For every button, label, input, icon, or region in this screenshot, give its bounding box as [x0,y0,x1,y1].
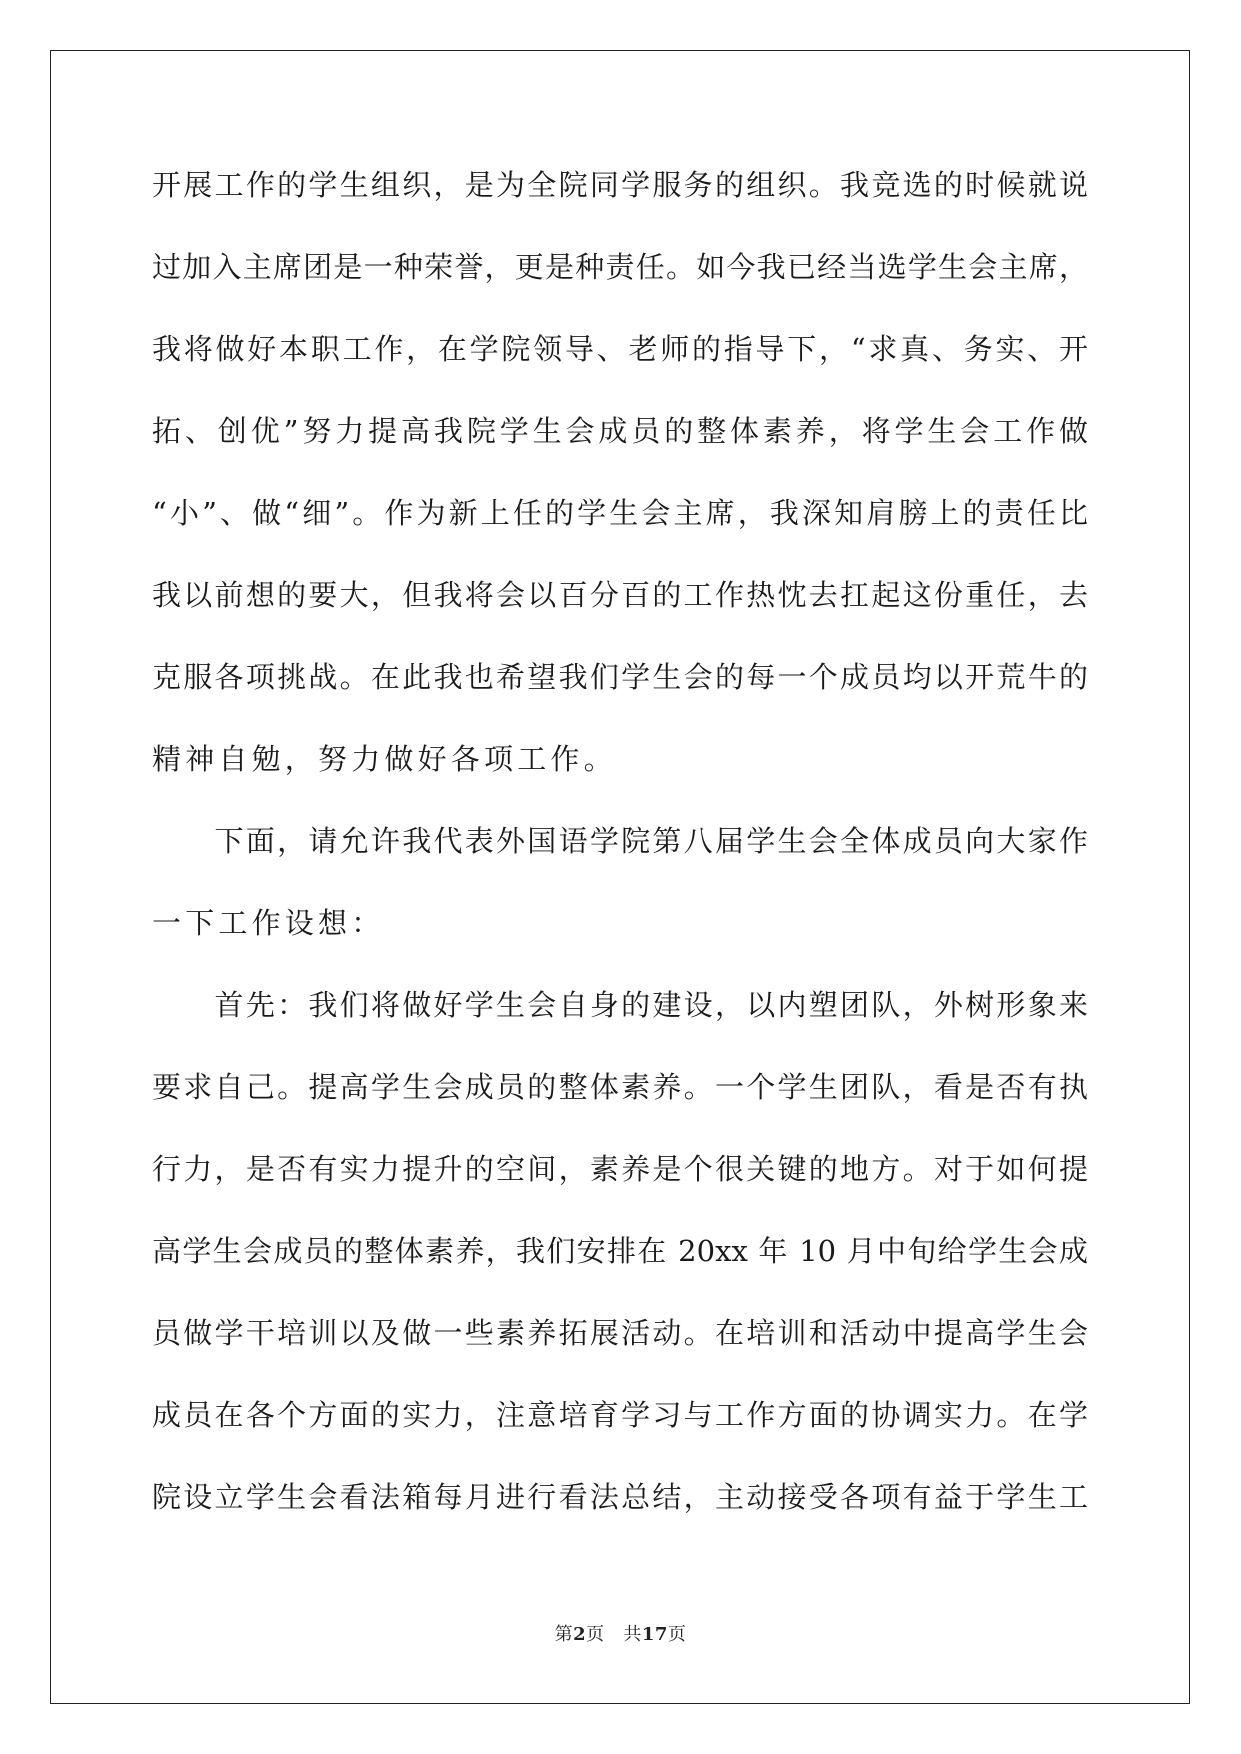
footer-page-suffix: 页 [586,1624,605,1645]
page-footer [0,1620,1241,1646]
footer-total-prefix: 共 [623,1624,642,1645]
current-page-number: 2 [573,1624,587,1645]
body-line-8: 精神自勉，努力做好各项工作。 [152,742,617,776]
body-line-3: 我将做好本职工作，在学院领导、老师的指导下，“求真、务实、开 [152,332,1088,366]
footer-prefix: 第 [554,1624,574,1645]
total-page-count: 17 [641,1624,668,1645]
body-line-4: 拓、创优”努力提高我院学生会成员的整体素养，将学生会工作做 [152,414,1088,448]
body-line-15: 员做学干培训以及做一些素养拓展活动。在培训和活动中提高学生会 [152,1316,1088,1350]
body-line-17: 院设立学生会看法箱每月进行看法总结，主动接受各项有益于学生工 [152,1480,1088,1514]
body-line-10: 一下工作设想： [152,906,385,940]
body-line-11: 首先：我们将做好学生会自身的建设，以内塑团队，外树形象来 [152,988,1088,1022]
body-line-6: 我以前想的要大，但我将会以百分百的工作热忱去扛起这份重任，去 [152,578,1088,612]
document-body [152,164,1088,1558]
body-line-16: 成员在各个方面的实力，注意培育学习与工作方面的协调实力。在学 [152,1398,1088,1432]
body-line-1: 开展工作的学生组织，是为全院同学服务的组织。我竞选的时候就说 [152,168,1088,202]
body-line-5: “小”、做“细”。作为新上任的学生会主席，我深知肩膀上的责任比 [152,496,1088,530]
body-line-7: 克服各项挑战。在此我也希望我们学生会的每一个成员均以开荒牛的 [152,660,1088,694]
body-line-9: 下面，请允许我代表外国语学院第八届学生会全体成员向大家作 [152,824,1088,858]
body-line-13: 行力，是否有实力提升的空间，素养是个很关键的地方。对于如何提 [152,1152,1088,1186]
body-line-2: 过加入主席团是一种荣誉，更是种责任。如今我已经当选学生会主席， [152,250,1088,284]
footer-total-suffix: 页 [667,1624,687,1645]
body-line-14: 高学生会成员的整体素养，我们安排在 20xx 年 10 月中旬给学生会成 [152,1234,1088,1268]
body-line-12: 要求自己。提高学生会成员的整体素养。一个学生团队，看是否有执 [152,1070,1088,1104]
